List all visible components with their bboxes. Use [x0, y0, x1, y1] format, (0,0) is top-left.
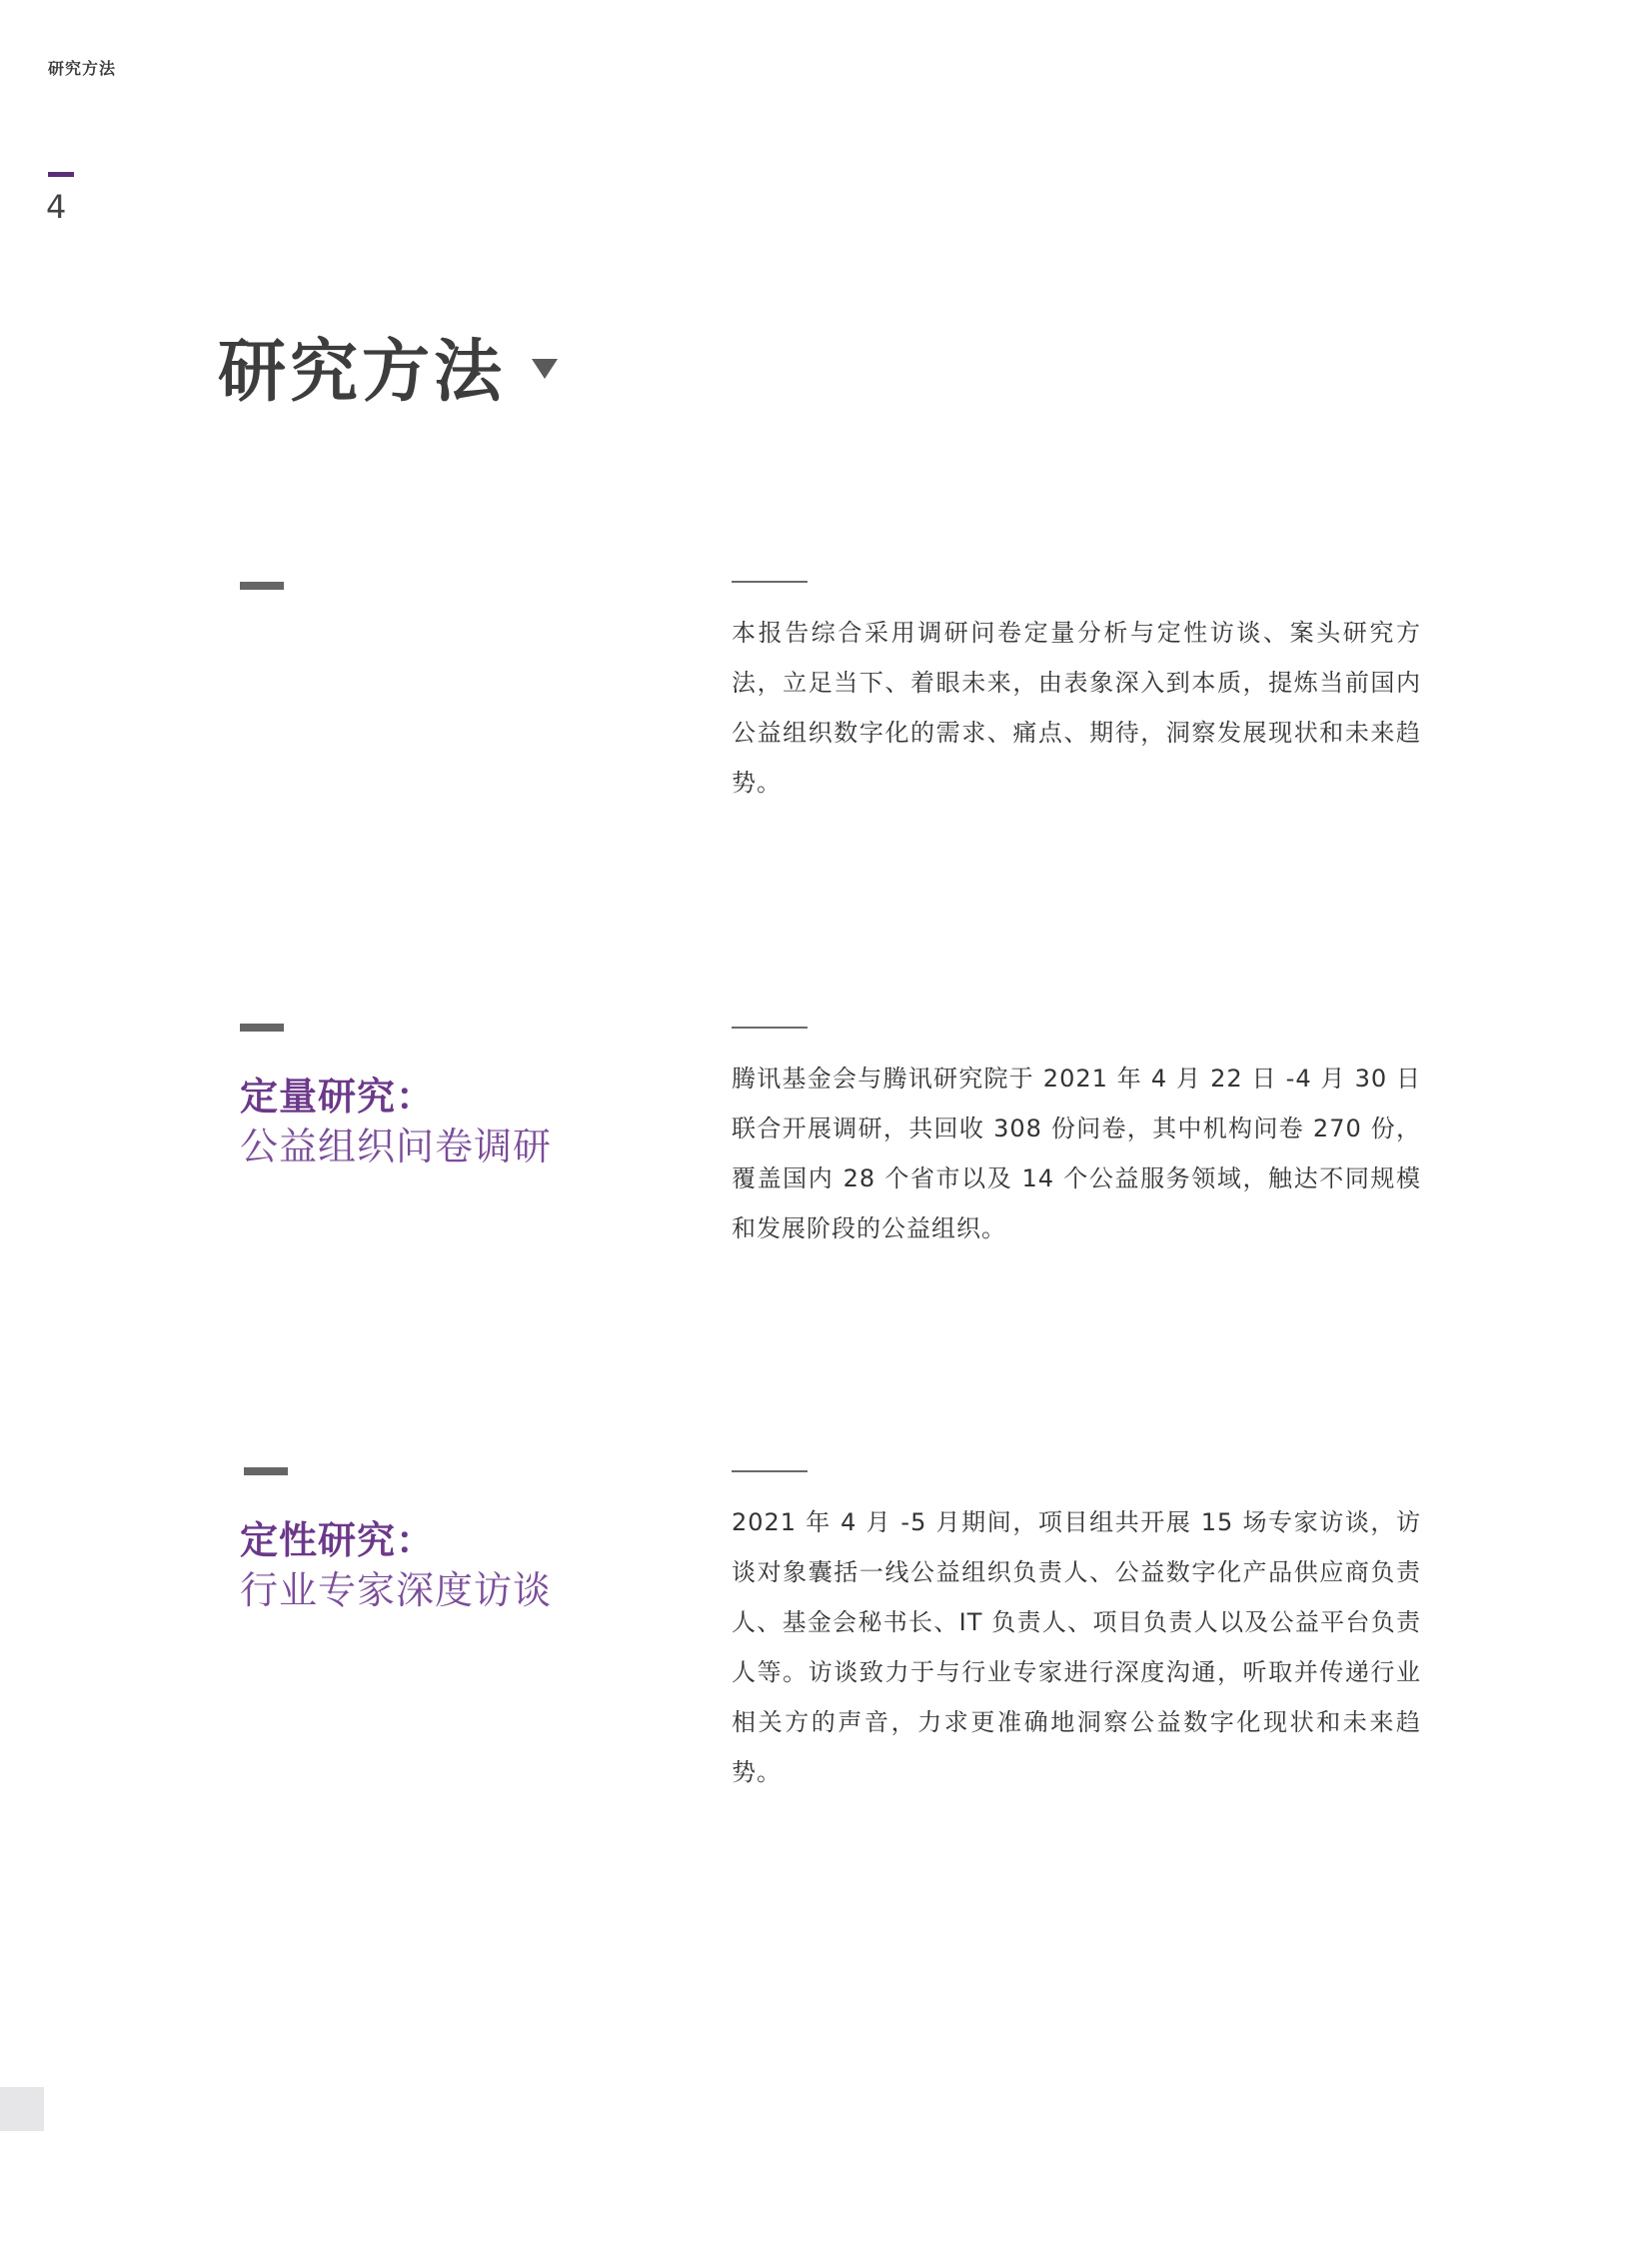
section-3-heading-subtitle: 行业专家深度访谈 [240, 1568, 553, 1612]
section-2-heading [240, 1072, 552, 1171]
section-2-body: 腾讯基金会与腾讯研究院于 2021 年 4 月 22 日 -4 月 30 日联合开展调研，共回收 308 份问卷，其中机构问卷 270 份，覆盖国内 28 个省市以及 14 个公益服务领域，触达不同规模和发展阶段的公益组织。 [732, 1065, 1421, 1242]
page-title-block [218, 318, 558, 415]
section-1-body: 本报告综合采用调研问卷定量分析与定性访谈、案头研究方法，立足当下、着眼未来，由表象深入到本质，提炼当前国内公益组织数字化的需求、痛点、期待，洞察发展现状和未来趋势。 [732, 619, 1421, 797]
section-3-rule [732, 1470, 808, 1472]
section-2-heading-bold: 定量研究： [240, 1075, 436, 1119]
section-2-rule [732, 1027, 808, 1029]
triangle-down-icon [532, 359, 558, 379]
page-number-accent-bar [48, 172, 74, 177]
section-3-heading [240, 1515, 552, 1615]
section-3-heading-bold: 定性研究： [240, 1518, 436, 1562]
section-3-body: 2021 年 4 月 -5 月期间，项目组共开展 15 场专家访谈，访谈对象囊括一线公益组织负责人、公益数字化产品供应商负责人、基金会秘书长、IT 负责人、项目负责人以及公益平台负责人等。访谈致力于与行业专家进行深度沟通，听取并传递行业相关方的声音，力求更准确地洞察公益数字化现状和未来趋势。 [732, 1508, 1421, 1786]
section-2-heading-subtitle: 公益组织问卷调研 [240, 1124, 553, 1168]
page-number: 4 [46, 188, 67, 226]
corner-tab [0, 2087, 44, 2131]
section-3-left-bar [244, 1467, 288, 1475]
section-2-left-bar [240, 1024, 284, 1032]
section-1-left-bar [240, 582, 284, 590]
running-header: 研究方法 [48, 59, 117, 78]
page-title: 研究方法 [218, 333, 507, 412]
section-1-rule [732, 581, 808, 583]
